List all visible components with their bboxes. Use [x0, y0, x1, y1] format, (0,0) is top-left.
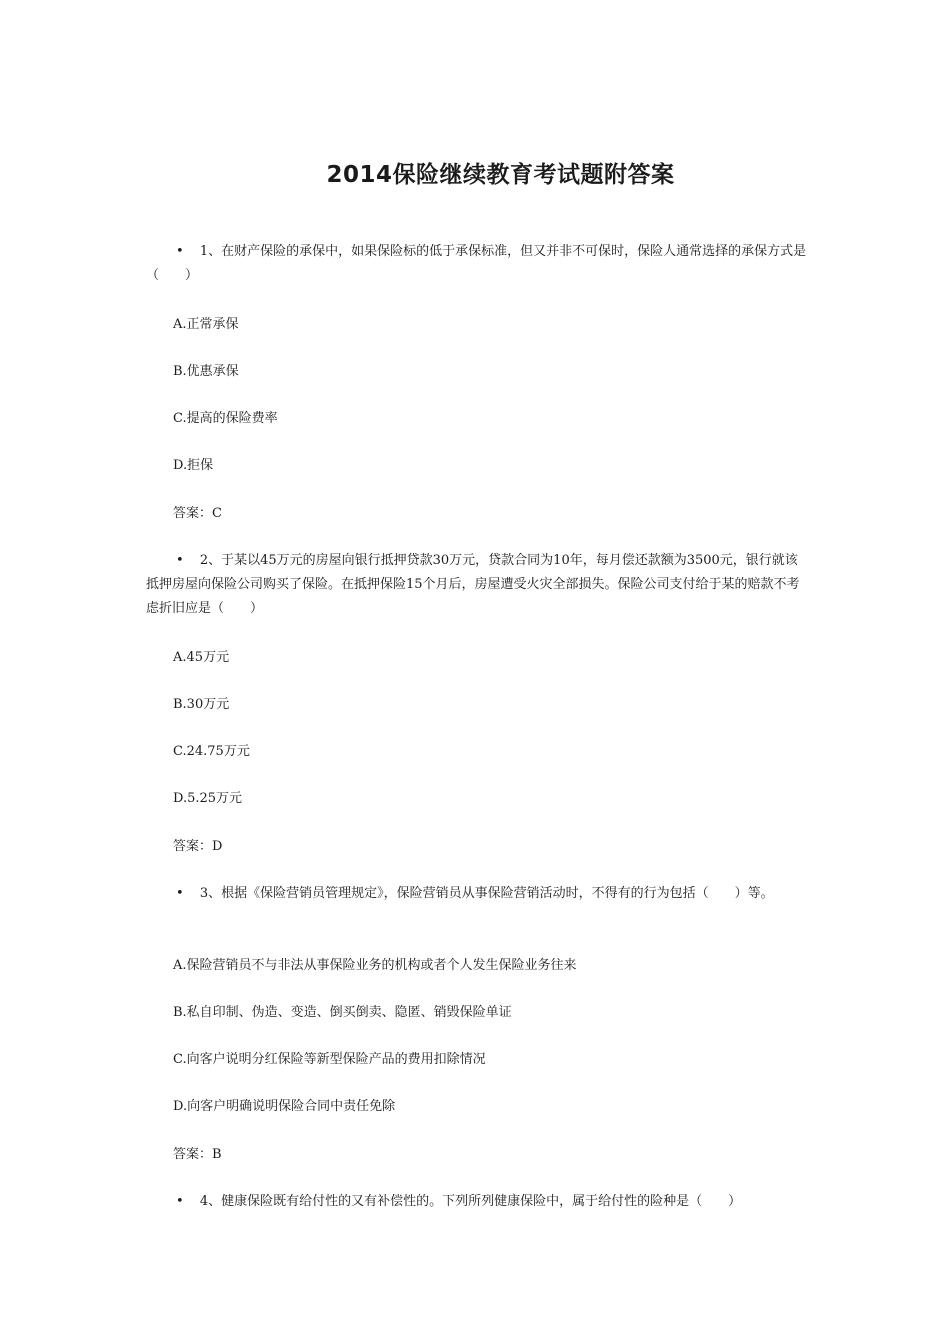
option-b: B.优惠承保: [173, 364, 239, 379]
bullet: •: [176, 553, 184, 568]
option-a: A.45万元: [173, 650, 230, 665]
question-3: [146, 882, 810, 906]
bullet: •: [176, 1194, 184, 1209]
option-a: A.正常承保: [173, 317, 239, 332]
option-a: A.保险营销员不与非法从事保险业务的机构或者个人发生保险业务往来: [173, 958, 577, 973]
page-title: 2014保险继续教育考试题附答案: [326, 162, 675, 188]
question-stem: 4、健康保险既有给付性的又有补偿性的。下列所列健康保险中，属于给付性的险种是（ ）: [199, 1194, 742, 1209]
question-2: [146, 549, 810, 621]
question-stem: 3、根据《保险营销员管理规定》，保险营销员从事保险营销活动时，不得有的行为包括（ ）等。: [199, 886, 774, 901]
question-1: [146, 240, 810, 288]
option-c: C.向客户说明分红保险等新型保险产品的费用扣除情况: [173, 1052, 486, 1067]
option-d: D.拒保: [173, 458, 214, 473]
answer: 答案：C: [173, 506, 222, 521]
option-b: B.30万元: [173, 697, 230, 712]
option-b: B.私自印制、伪造、变造、倒买倒卖、隐匿、销毁保险单证: [173, 1005, 512, 1020]
option-c: C.提高的保险费率: [173, 411, 278, 426]
bullet: •: [176, 886, 184, 901]
question-4: [146, 1190, 810, 1214]
question-stem: 1、在财产保险的承保中，如果保险标的低于承保标准，但又并非不可保时，保险人通常选择的承保方式是（ ）: [146, 244, 807, 283]
answer: 答案：D: [173, 839, 223, 854]
question-stem: 2、于某以45万元的房屋向银行抵押贷款30万元，贷款合同为10年，每月偿还款额为3500元，银行就该抵押房屋向保险公司购买了保险。在抵押保险15个月后，房屋遭受火灾全部损失。保险公司支付给于某的赔款不考虑折旧应是（ ）: [146, 553, 800, 616]
option-d: D.5.25万元: [173, 791, 243, 806]
option-d: D.向客户明确说明保险合同中责任免除: [173, 1099, 396, 1114]
bullet: •: [176, 244, 184, 259]
answer: 答案：B: [173, 1147, 222, 1162]
option-c: C.24.75万元: [173, 744, 250, 759]
